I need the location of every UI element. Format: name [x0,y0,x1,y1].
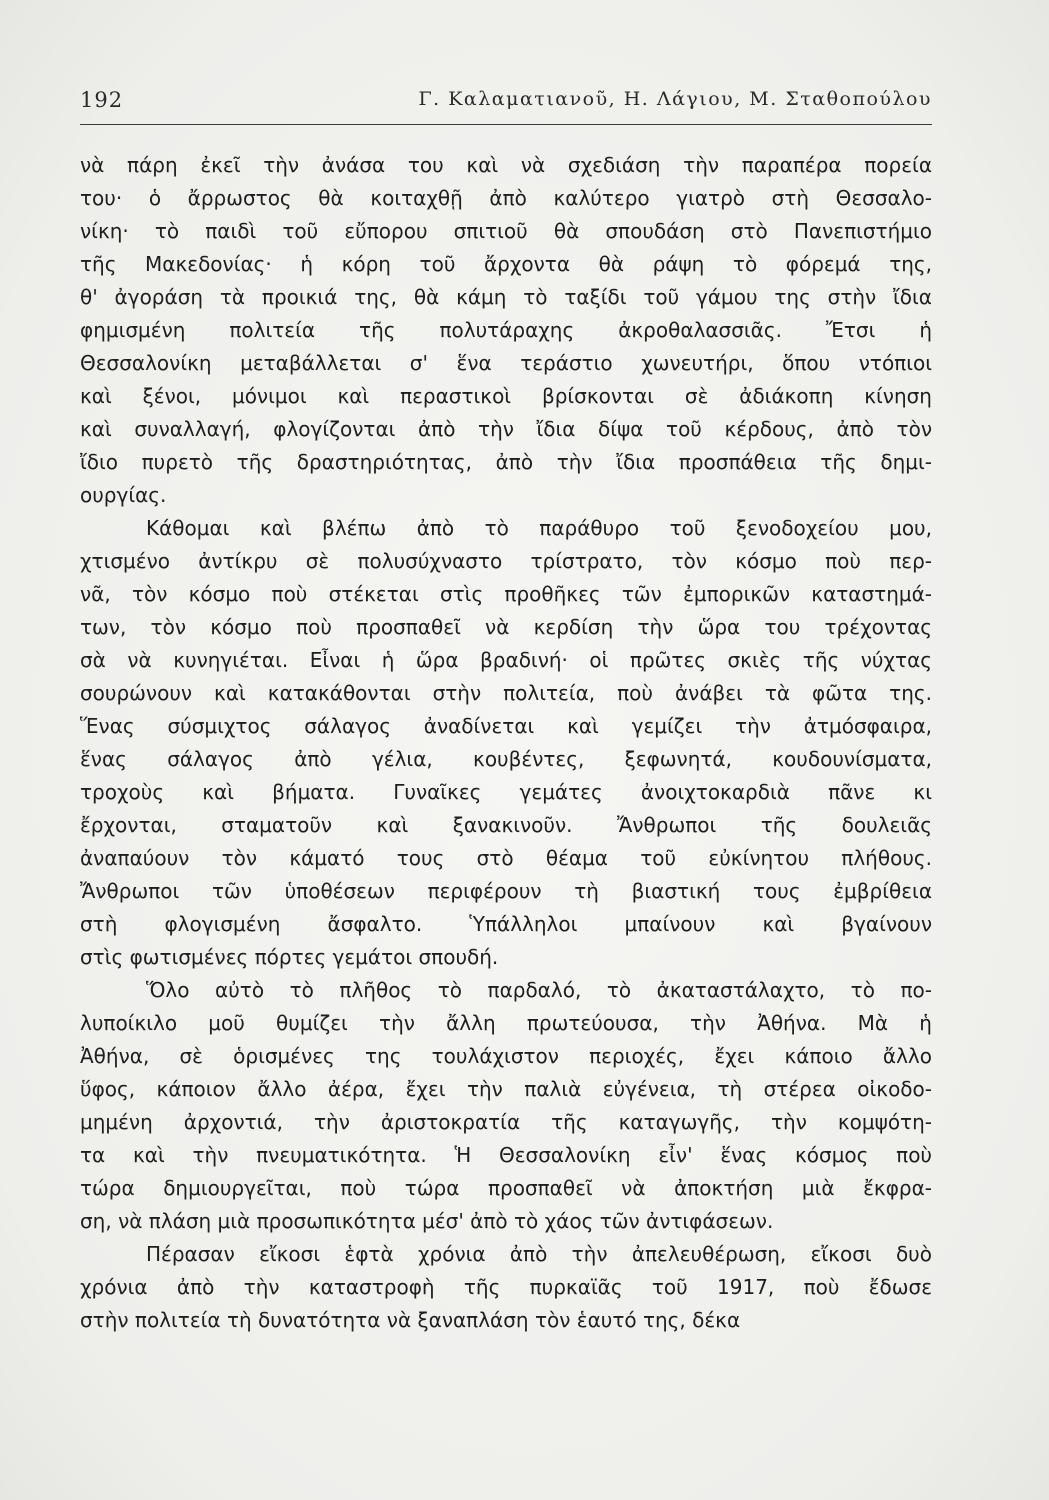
text-line: Θεσσαλονίκη μεταβάλλεται σ' ἕνα τεράστιο χωνευτήρι, ὅπου ντόπιοι [80,351,932,375]
text-line: ἴδιο πυρετὸ τῆς δραστηριότητας, ἀπὸ τὴν ἴδια προσπάθεια τῆς δημι- [80,450,932,474]
running-head: Γ. Καλαματιανοῦ, Η. Λάγιου, Μ. Σταθοπούλου [418,88,932,110]
text-line: χτισμένο ἀντίκρυ σὲ πολυσύχναστο τρίστρατο, τὸν κόσμο ποὺ περ- [80,549,932,573]
body-text [80,149,932,1337]
text-line: ἀναπαύουν τὸν κάματό τους στὸ θέαμα τοῦ εὐκίνητου πλήθους. [80,846,932,870]
text-line: τώρα δημιουργεῖται, ποὺ τώρα προσπαθεῖ νὰ ἀποκτήση μιὰ ἔκφρα- [80,1176,932,1200]
text-line: ση, νὰ πλάση μιὰ προσωπικότητα μέσ' ἀπὸ τὸ χάος τῶν ἀντιφάσεων. [80,1209,774,1233]
text-line: χρόνια ἀπὸ τὴν καταστροφὴ τῆς πυρκαϊᾶς τοῦ 1917, ποὺ ἔδωσε [80,1275,932,1299]
text-line: λυποίκιλο μοῦ θυμίζει τὴν ἄλλη πρωτεύουσα, τὴν Ἀθήνα. Μὰ ἡ [80,1011,932,1035]
text-line: ὕφος, κάποιον ἄλλο ἀέρα, ἔχει τὴν παλιὰ εὐγένεια, τὴ στέρεα οἰκοδο- [80,1077,932,1101]
text-line: φημισμένη πολιτεία τῆς πολυτάραχης ἀκροθαλασσιᾶς. Ἔτσι ἡ [80,318,932,342]
text-line: θ' ἀγοράση τὰ προικιά της, θὰ κάμη τὸ ταξίδι τοῦ γάμου της στὴν ἴδια [80,285,932,309]
text-line: τῆς Μακεδονίας· ἡ κόρη τοῦ ἄρχοντα θὰ ράψη τὸ φόρεμά της, [80,252,932,276]
text-line: νίκη· τὸ παιδὶ τοῦ εὔπορου σπιτιοῦ θὰ σπουδάση στὸ Πανεπιστήμιο [80,219,932,243]
text-line: ἔρχονται, σταματοῦν καὶ ξανακινοῦν. Ἄνθρωποι τῆς δουλειᾶς [80,813,932,837]
text-line: καὶ συναλλαγή, φλογίζονται ἀπὸ τὴν ἴδια δίψα τοῦ κέρδους, ἀπὸ τὸν [80,417,932,441]
paragraph [80,974,932,1238]
paragraph [80,1238,932,1337]
paragraph [80,512,932,974]
page-header [80,88,932,124]
text-line: ἕνας σάλαγος ἀπὸ γέλια, κουβέντες, ξεφωνητά, κουδουνίσματα, [80,747,932,771]
text-line: στὴ φλογισμένη ἄσφαλτο. Ὑπάλληλοι μπαίνουν καὶ βγαίνουν [80,912,932,936]
text-line: Κάθομαι καὶ βλέπω ἀπὸ τὸ παράθυρο τοῦ ξενοδοχείου μου, [146,516,932,540]
text-line: σουρώνουν καὶ κατακάθονται στὴν πολιτεία, ποὺ ἀνάβει τὰ φῶτα της. [80,681,932,705]
header-rule [80,124,932,125]
text-line: ουργίας. [80,483,167,507]
text-line: Ἄνθρωποι τῶν ὑποθέσεων περιφέρουν τὴ βιαστική τους ἐμβρίθεια [80,879,932,903]
text-line: Πέρασαν εἴκοσι ἑφτὰ χρόνια ἀπὸ τὴν ἀπελευθέρωση, εἴκοσι δυὸ [146,1242,932,1266]
paragraph [80,149,932,512]
text-line: του· ὁ ἄρρωστος θὰ κοιταχθῇ ἀπὸ καλύτερο γιατρὸ στὴ Θεσσαλο- [80,186,932,210]
text-line: καὶ ξένοι, μόνιμοι καὶ περαστικοὶ βρίσκονται σὲ ἀδιάκοπη κίνηση [80,384,932,408]
text-line: Ἀθήνα, σὲ ὁρισμένες της τουλάχιστον περιοχές, ἔχει κάποιο ἄλλο [80,1044,932,1068]
text-line: μημένη ἀρχοντιά, τὴν ἀριστοκρατία τῆς καταγωγῆς, τὴν κομψότη- [80,1110,932,1134]
text-line: στὶς φωτισμένες πόρτες γεμάτοι σπουδή. [80,945,499,969]
text-line: νὰ πάρη ἐκεῖ τὴν ἀνάσα του καὶ νὰ σχεδιάση τὴν παραπέρα πορεία [80,153,932,177]
text-line: Ὅλο αὐτὸ τὸ πλῆθος τὸ παρδαλό, τὸ ἀκαταστάλαχτο, τὸ πο- [146,978,932,1002]
text-line: των, τὸν κόσμο ποὺ προσπαθεῖ νὰ κερδίση τὴν ὥρα του τρέχοντας [80,615,932,639]
text-line: νᾶ, τὸν κόσμο ποὺ στέκεται στὶς προθῆκες τῶν ἐμπορικῶν καταστημά- [80,582,932,606]
text-line: σὰ νὰ κυνηγιέται. Εἶναι ἡ ὥρα βραδινή· οἱ πρῶτες σκιὲς τῆς νύχτας [80,648,932,672]
text-line: στὴν πολιτεία τὴ δυνατότητα νὰ ξαναπλάση τὸν ἑαυτό της, δέκα [80,1308,741,1332]
page-number: 192 [80,88,124,112]
text-line: τα καὶ τὴν πνευματικότητα. Ἡ Θεσσαλονίκη εἶν' ἕνας κόσμος ποὺ [80,1143,932,1167]
text-line: τροχοὺς καὶ βήματα. Γυναῖκες γεμάτες ἀνοιχτοκαρδιὰ πᾶνε κι [80,780,932,804]
text-line: Ἕνας σύσμιχτος σάλαγος ἀναδίνεται καὶ γεμίζει τὴν ἀτμόσφαιρα, [80,714,932,738]
